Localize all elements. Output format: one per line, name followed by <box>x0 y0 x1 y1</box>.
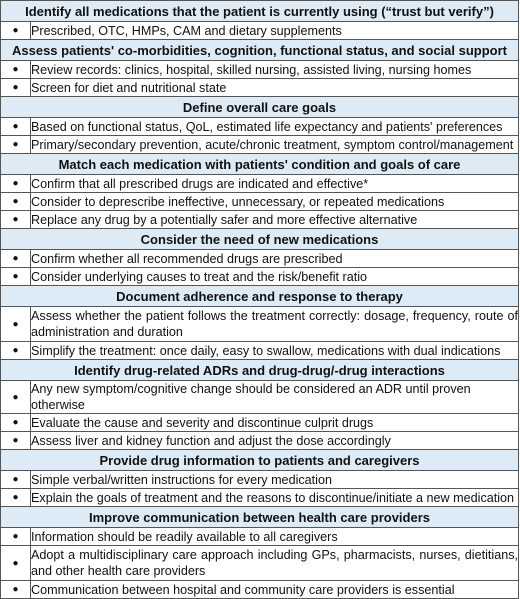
list-item-text: Replace any drug by a potentially safer and more effective alternative <box>31 211 519 229</box>
section-header-row <box>1 507 519 528</box>
section-header-row <box>1 97 519 118</box>
list-item <box>1 546 519 581</box>
section-title: Document adherence and response to therapy <box>1 286 519 307</box>
list-item <box>1 61 519 79</box>
bullet-icon: ● <box>1 581 31 599</box>
bullet-icon: ● <box>1 193 31 211</box>
bullet-icon: ● <box>1 432 31 450</box>
list-item <box>1 136 519 154</box>
section-title: Improve communication between health care providers <box>1 507 519 528</box>
section-header-row <box>1 154 519 175</box>
list-item <box>1 381 519 414</box>
list-item-text: Assess liver and kidney function and adjust the dose accordingly <box>31 432 519 450</box>
bullet-icon: ● <box>1 381 31 414</box>
list-item <box>1 432 519 450</box>
section-title: Identify all medications that the patient is currently using (“trust but verify”) <box>1 1 519 22</box>
bullet-icon: ● <box>1 61 31 79</box>
bullet-icon: ● <box>1 414 31 432</box>
bullet-icon: ● <box>1 136 31 154</box>
list-item <box>1 471 519 489</box>
list-item <box>1 193 519 211</box>
list-item <box>1 250 519 268</box>
section-header-row <box>1 450 519 471</box>
list-item-text: Consider to deprescribe ineffective, unnecessary, or repeated medications <box>31 193 519 211</box>
list-item-text: Any new symptom/cognitive change should be considered an ADR until proven otherwise <box>31 381 519 414</box>
section-header-row <box>1 229 519 250</box>
bullet-icon: ● <box>1 268 31 286</box>
bullet-icon: ● <box>1 250 31 268</box>
section-title: Define overall care goals <box>1 97 519 118</box>
list-item <box>1 175 519 193</box>
list-item-text: Adopt a multidisciplinary care approach including GPs, pharmacists, nurses, dietitians, and other health care providers <box>31 546 519 581</box>
bullet-icon: ● <box>1 307 31 342</box>
bullet-icon: ● <box>1 211 31 229</box>
bullet-icon: ● <box>1 22 31 40</box>
list-item-text: Evaluate the cause and severity and discontinue culprit drugs <box>31 414 519 432</box>
list-item <box>1 79 519 97</box>
table-body <box>1 1 519 599</box>
list-item-text: Screen for diet and nutritional state <box>31 79 519 97</box>
list-item <box>1 307 519 342</box>
list-item <box>1 342 519 360</box>
section-title: Identify drug-related ADRs and drug-drug/-drug interactions <box>1 360 519 381</box>
bullet-icon: ● <box>1 471 31 489</box>
list-item-text: Assess whether the patient follows the treatment correctly: dosage, frequency, route of administration and duration <box>31 307 519 342</box>
section-header-row <box>1 1 519 22</box>
list-item <box>1 528 519 546</box>
list-item-text: Explain the goals of treatment and the reasons to discontinue/initiate a new medication <box>31 489 519 507</box>
section-title: Provide drug information to patients and caregivers <box>1 450 519 471</box>
section-title: Assess patients' co-morbidities, cognition, functional status, and social support <box>1 40 519 61</box>
section-title: Match each medication with patients' condition and goals of care <box>1 154 519 175</box>
bullet-icon: ● <box>1 79 31 97</box>
list-item-text: Prescribed, OTC, HMPs, CAM and dietary supplements <box>31 22 519 40</box>
list-item-text: Primary/secondary prevention, acute/chronic treatment, symptom control/management <box>31 136 519 154</box>
list-item-text: Confirm that all prescribed drugs are indicated and effective* <box>31 175 519 193</box>
list-item <box>1 22 519 40</box>
list-item <box>1 211 519 229</box>
bullet-icon: ● <box>1 175 31 193</box>
bullet-icon: ● <box>1 528 31 546</box>
bullet-icon: ● <box>1 342 31 360</box>
section-header-row <box>1 360 519 381</box>
list-item <box>1 581 519 599</box>
list-item <box>1 414 519 432</box>
section-header-row <box>1 286 519 307</box>
list-item-text: Communication between hospital and community care providers is essential <box>31 581 519 599</box>
bullet-icon: ● <box>1 489 31 507</box>
list-item <box>1 118 519 136</box>
list-item-text: Information should be readily available to all caregivers <box>31 528 519 546</box>
section-header-row <box>1 40 519 61</box>
list-item-text: Confirm whether all recommended drugs are prescribed <box>31 250 519 268</box>
bullet-icon: ● <box>1 546 31 581</box>
bullet-icon: ● <box>1 118 31 136</box>
list-item-text: Simple verbal/written instructions for every medication <box>31 471 519 489</box>
list-item <box>1 489 519 507</box>
list-item-text: Simplify the treatment: once daily, easy to swallow, medications with dual indications <box>31 342 519 360</box>
section-title: Consider the need of new medications <box>1 229 519 250</box>
list-item-text: Consider underlying causes to treat and the risk/benefit ratio <box>31 268 519 286</box>
list-item-text: Review records: clinics, hospital, skilled nursing, assisted living, nursing homes <box>31 61 519 79</box>
list-item-text: Based on functional status, QoL, estimated life expectancy and patients' preferences <box>31 118 519 136</box>
list-item <box>1 268 519 286</box>
